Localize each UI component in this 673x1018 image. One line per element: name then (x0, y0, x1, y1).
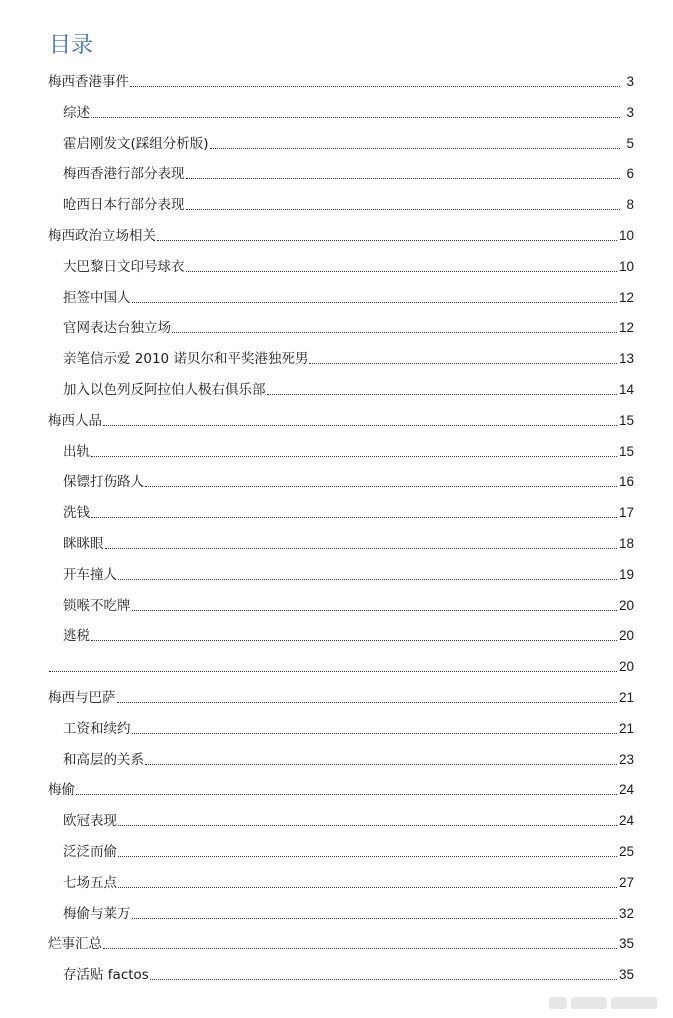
dot-leader (145, 486, 617, 487)
toc-entry-page-number: 3 (626, 104, 634, 120)
toc-entry-label: 拒签中国人 (63, 289, 131, 306)
toc-entry[interactable] (48, 780, 634, 800)
dot-leader (309, 363, 617, 364)
toc-entry[interactable] (63, 103, 634, 123)
toc-entry-label: 呛西日本行部分表现 (63, 197, 185, 214)
toc-entry-label: 梅西人品 (48, 412, 102, 429)
toc-entry-page-number: 14 (618, 382, 634, 397)
toc-entry[interactable] (63, 257, 634, 277)
toc-entry-label: 亲笔信示爱 2010 诺贝尔和平奖港独死男 (63, 351, 309, 368)
toc-entry[interactable] (63, 596, 634, 616)
toc-entry[interactable] (63, 965, 634, 985)
toc-entry-label: 泛泛而偷 (63, 844, 117, 860)
toc-entry-page-number: 13 (618, 351, 634, 367)
toc-entry[interactable] (63, 442, 634, 462)
toc-entry-label: 官网表达台独立场 (63, 320, 171, 337)
toc-entry[interactable] (63, 472, 634, 492)
toc-entry-page-number: 20 (618, 597, 634, 613)
toc-entry-label: 和高层的关系 (63, 751, 144, 768)
toc-entry-label: 保镖打伤路人 (63, 474, 144, 491)
toc-entry-label: 逃税 (63, 628, 90, 645)
dot-leader (105, 548, 617, 549)
dot-leader (91, 456, 617, 457)
toc-entry-label: 眯眯眼 (63, 536, 104, 552)
toc-entry[interactable] (63, 318, 634, 338)
toc-entry-label: 加入以色列反阿拉伯人极右俱乐部 (63, 382, 266, 398)
toc-entry-page-number: 24 (618, 813, 634, 829)
dot-leader (210, 148, 620, 149)
toc-entry-page-number: 15 (618, 443, 634, 459)
toc-entry-page-number: 12 (618, 320, 634, 336)
toc-entry[interactable] (63, 873, 634, 893)
dot-leader (157, 240, 617, 241)
toc-entry-label: 锁喉不吃牌 (63, 597, 131, 614)
toc-entry-page-number: 25 (618, 844, 634, 859)
dot-leader (118, 856, 617, 857)
toc-entry-page-number: 10 (618, 228, 634, 243)
toc-entry-label: 开车撞人 (63, 566, 117, 583)
toc-entry[interactable] (48, 411, 634, 431)
toc-entry[interactable] (48, 226, 634, 246)
toc-entry[interactable] (48, 688, 634, 708)
dot-leader (172, 332, 617, 333)
toc-entry-page-number: 21 (618, 720, 634, 736)
toc-entry[interactable] (63, 503, 634, 523)
toc-entry-page-number: 16 (618, 474, 634, 490)
toc-entry-page-number: 12 (618, 289, 634, 305)
dot-leader (103, 948, 617, 949)
dot-leader (186, 209, 621, 210)
toc-entry-page-number: 35 (618, 967, 634, 983)
dot-leader (132, 918, 617, 919)
toc-entry-label: 综述 (63, 104, 90, 121)
toc-entry-page-number: 10 (618, 258, 634, 274)
toc-entry-label: 工资和续约 (63, 720, 131, 737)
toc-entry-page-number: 32 (618, 905, 634, 921)
toc-entry[interactable] (63, 904, 634, 924)
toc-entry-label: 七场五点 (63, 874, 117, 891)
toc-entry[interactable] (48, 934, 634, 954)
toc-entry-label: 烂事汇总 (48, 936, 102, 953)
toc-entry-label: 梅西政治立场相关 (48, 228, 156, 244)
toc-entry[interactable] (48, 72, 634, 92)
dot-leader (130, 86, 620, 87)
dot-leader (132, 733, 617, 734)
toc-entry[interactable] (63, 195, 634, 215)
toc-entry[interactable] (63, 288, 634, 308)
toc-entry-label: 洗钱 (63, 505, 90, 522)
toc-entry-page-number: 19 (618, 566, 634, 582)
toc-entry-label: 梅偷与莱万 (63, 905, 131, 922)
toc-entry[interactable] (63, 842, 634, 862)
toc-entry[interactable] (48, 657, 634, 677)
toc-entry[interactable] (63, 626, 634, 646)
toc-entry-label: 梅西与巴萨 (48, 690, 116, 706)
dot-leader (186, 271, 617, 272)
toc-entry[interactable] (63, 349, 634, 369)
dot-leader (91, 517, 617, 518)
toc-entry[interactable] (63, 534, 634, 554)
dot-leader (103, 425, 617, 426)
toc-title: 目录 (49, 33, 94, 58)
toc-entry-page-number: 8 (626, 197, 634, 213)
dot-leader (132, 610, 617, 611)
dot-leader (117, 702, 617, 703)
dot-leader (132, 302, 617, 303)
toc-entry[interactable] (63, 811, 634, 831)
toc-entry-page-number: 18 (618, 536, 634, 551)
toc-entry-page-number: 24 (618, 782, 634, 798)
toc-entry[interactable] (63, 134, 634, 154)
dot-leader (118, 579, 617, 580)
toc-entry-page-number: 17 (618, 505, 634, 521)
toc-entry-page-number: 20 (618, 628, 634, 644)
dot-leader (91, 117, 620, 118)
toc-entry-page-number: 5 (626, 135, 634, 151)
toc-entry[interactable] (63, 164, 634, 184)
toc-entry[interactable] (63, 750, 634, 770)
dot-leader (267, 394, 617, 395)
dot-leader (186, 178, 621, 179)
toc-entry-label: 梅西香港事件 (48, 74, 129, 90)
watermark (549, 994, 659, 1012)
toc-entry-label: 霍启刚发文(踩组分析版) (63, 135, 209, 152)
toc-entry[interactable] (63, 380, 634, 400)
toc-entry-page-number: 20 (618, 659, 634, 675)
toc-entry-page-number: 23 (618, 751, 634, 767)
dot-leader (118, 825, 617, 826)
toc-entry-page-number: 6 (626, 166, 634, 182)
toc-entry-page-number: 15 (618, 412, 634, 428)
dot-leader (49, 671, 617, 672)
toc-entry-page-number: 3 (626, 74, 634, 89)
toc-entry[interactable] (63, 565, 634, 585)
dot-leader (118, 887, 617, 888)
toc-entry-label: 出轨 (63, 443, 90, 460)
toc-entry[interactable] (63, 719, 634, 739)
dot-leader (150, 979, 617, 980)
toc-entry-label: 存活贴 factos (63, 967, 149, 984)
toc-entry-label: 欧冠表现 (63, 813, 117, 830)
toc-entry-page-number: 21 (618, 690, 634, 705)
toc-entry-label: 梅偷 (48, 782, 75, 799)
toc-entry-label: 梅西香港行部分表现 (63, 166, 185, 183)
toc-entry-label: 大巴黎日文印号球衣 (63, 258, 185, 275)
dot-leader (145, 764, 617, 765)
toc-entry-page-number: 35 (618, 936, 634, 952)
toc-entry-page-number: 27 (618, 874, 634, 890)
dot-leader (76, 794, 617, 795)
dot-leader (91, 640, 617, 641)
